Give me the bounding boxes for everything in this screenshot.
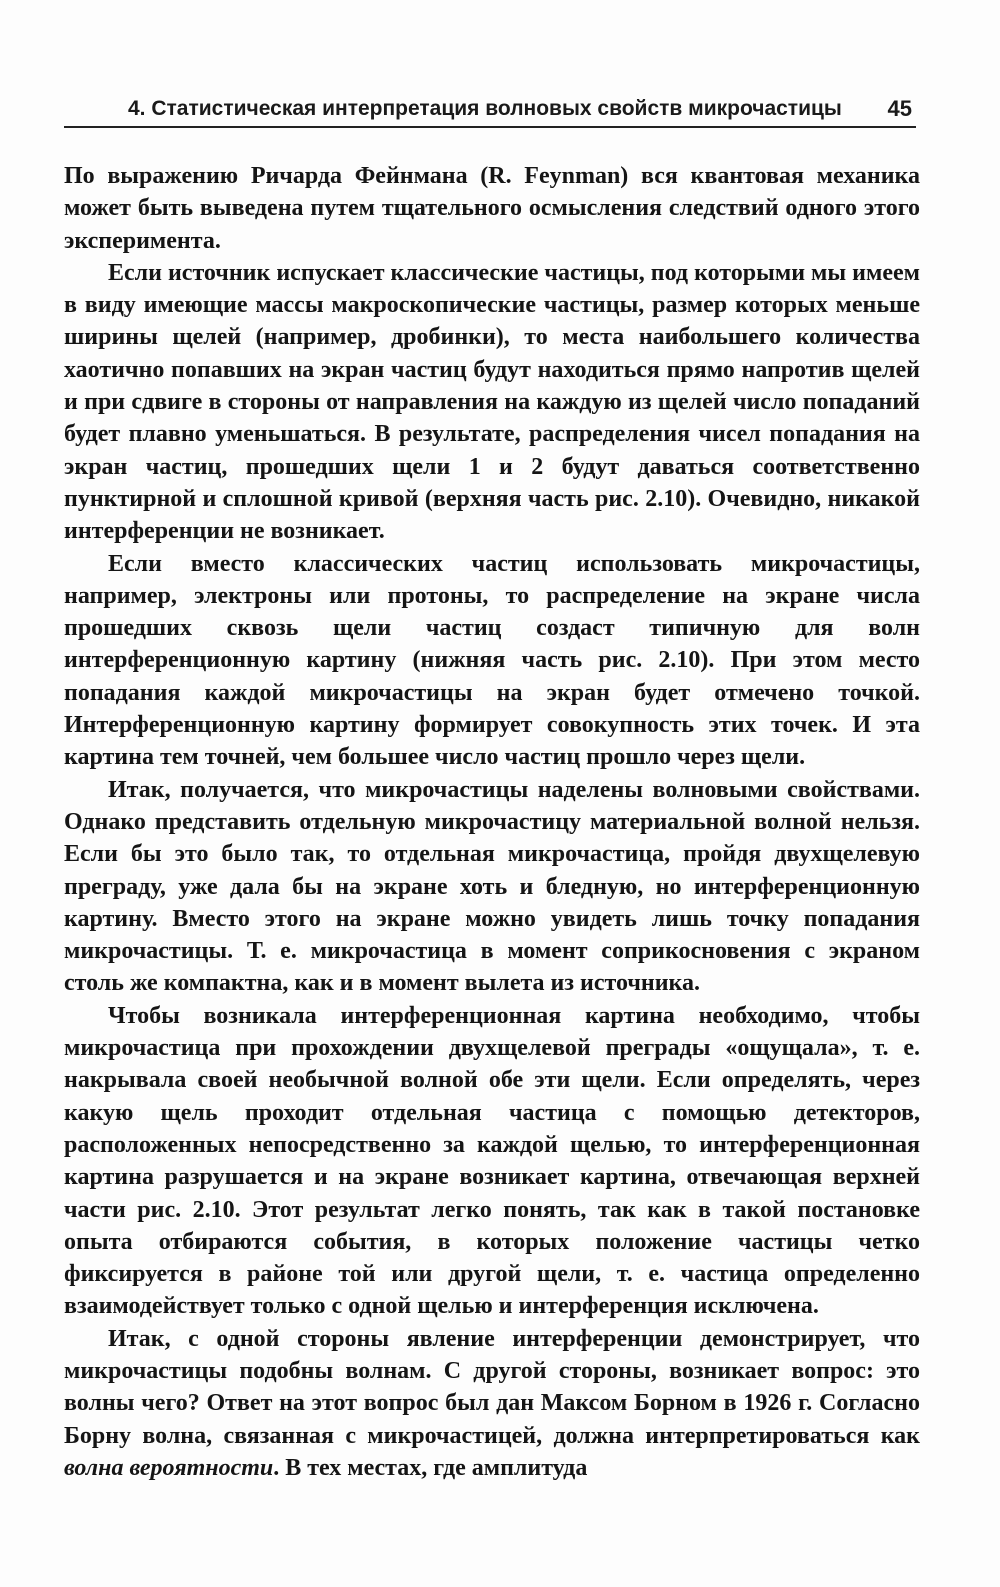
paragraph-6-start: Итак, с одной стороны явление интерференции демонстрирует, что микрочастицы подобны волнам. С другой стороны, возникает вопрос: это волны чего? Ответ на этот вопрос был дан Максом Борном в 1926 г. Согласно Борну волна, связанная с микрочастицей, должна интерпретироваться как <box>64 1325 920 1449</box>
paragraph-5: Чтобы возникала интерференционная картина необходимо, чтобы микрочастица при прохождении двухщелевой преграды «ощущала», т. е. накрывала своей необычной волной обе эти щели. Если определять, через какую щель проходит отдельная частица с помощью детекторов, расположенных непосредственно за каждой щелью, то интерференционная картина разрушается и на экране возникает картина, отвечающая верхней части рис. 2.10. Этот результат легко понять, так как в такой постановке опыта отбираются события, в которых положение частицы четко фиксируется в районе той или другой щели, т. е. частица определенно взаимодействует только с одной щелью и интерференция исключена. <box>64 1002 920 1320</box>
page-number: 45 <box>887 96 912 121</box>
paragraph-6 <box>64 1323 920 1484</box>
paragraph-4: Итак, получается, что микрочастицы наделены волновыми свойствами. Однако представить отдельную микрочастицу материальной волной нельзя. Если бы это было так, то отдельная микрочастица, пройдя двухщелевую преграду, уже дала бы на экране хоть и бледную, но интерференционную картину. Вместо этого на экране можно увидеть лишь точку попадания микрочастицы. Т. е. микрочастица в момент соприкосновения с экраном столь же компактна, как и в момент вылета из источника. <box>64 776 920 997</box>
paragraph-6-end: . В тех местах, где амплитуда <box>273 1454 588 1481</box>
body-text <box>64 160 920 1484</box>
emphasis-probability-wave: волна вероятности <box>64 1454 274 1481</box>
paragraph-3: Если вместо классических частиц использовать микрочастицы, например, электроны или протоны, то распределение на экране числа прошедших сквозь щели частиц создаст типичную для волн интерференционную картину (нижняя часть рис. 2.10). При этом место попадания каждой микрочастицы на экран будет отмечено точкой. Интерференционную картину формирует совокупность этих точек. И эта картина тем точней, чем большее число частиц прошло через щели. <box>64 550 920 771</box>
paragraph-2: Если источник испускает классические частицы, под которыми мы имеем в виду имеющие массы макроскопические частицы, размер которых меньше ширины щелей (например, дробинки), то места наибольшего количества хаотично попавших на экран частиц будут находиться прямо напротив щелей и при сдвиге в стороны от направления на каждую из щелей число попаданий будет плавно уменьшаться. В результате, распределения чисел попадания на экран частиц, прошедших щели 1 и 2 будут даваться соответственно пунктирной и сплошной кривой (верхняя часть рис. 2.10). Очевидно, никакой интерференции не возникает. <box>64 259 920 545</box>
running-header <box>64 92 916 128</box>
paragraph-1: По выражению Ричарда Фейнмана (R. Feynman) вся квантовая механика может быть выведена путем тщательного осмысления следствий одного этого эксперимента. <box>64 163 920 254</box>
chapter-title: 4. Статистическая интерпретация волновых свойств микрочастицы <box>128 97 842 120</box>
